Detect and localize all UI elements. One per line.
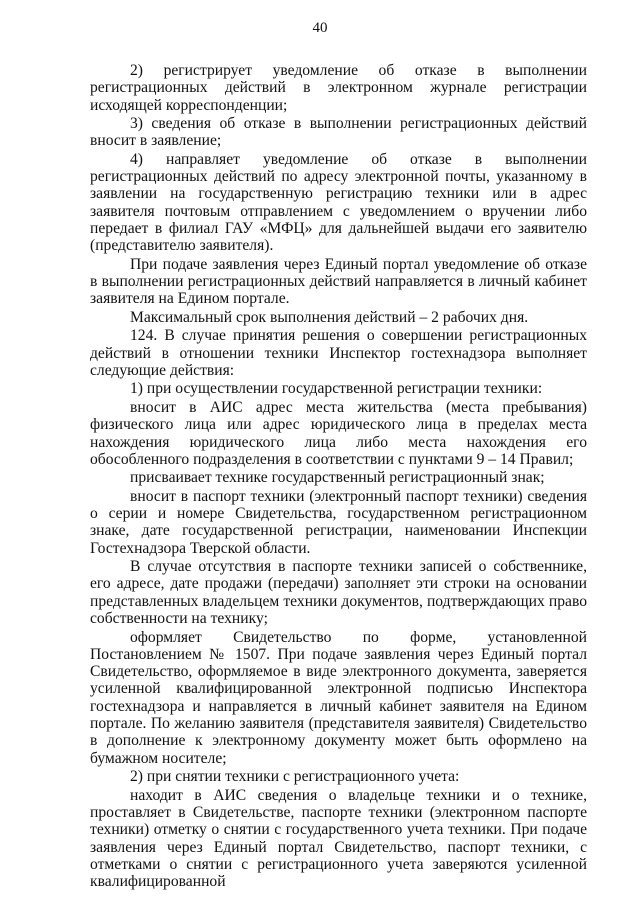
- paragraph: 2) при снятии техники с регистрационного учета:: [130, 768, 460, 786]
- paragraph: присваивает технике государственный регистрационный знак;: [130, 469, 545, 487]
- paragraph: находит в АИС сведения о владельце техники и о технике, проставляет в Свидетельстве, паспорте техники (электронном паспорте техники) отметку о снятии с государственного учета техники. При подаче заявления через Единый портал Свидетельство, паспорт техники, с отметками о снятии с регистрационного учета заверяются усиленной квалифицированной: [90, 786, 587, 891]
- paragraph: вносит в АИС адрес места жительства (места пребывания) физического лица или адрес юридического лица в пределах места нахождения юридического лица либо места нахождения его обособленного подразделения в соответствии с пунктами 9 – 14 Правил;: [90, 398, 587, 468]
- paragraph: 1) при осуществлении государственной регистрации техники:: [130, 380, 543, 398]
- paragraph: 124. В случае принятия решения о совершении регистрационных действий в отношении техники Инспектор гостехнадзора выполняет следующие действия:: [90, 327, 587, 379]
- paragraph: Максимальный срок выполнения действий – 2 рабочих дня.: [130, 308, 529, 326]
- paragraph: вносит в паспорт техники (электронный паспорт техники) сведения о серии и номере Свидетельства, государственном регистрационном знаке, дате государственной регистрации, наименовании Инспекции Гостехнадзора Тверской области.: [90, 487, 587, 557]
- paragraph: 3) сведения об отказе в выполнении регистрационных действий вносит в заявление;: [90, 115, 587, 150]
- paragraph: оформляет Свидетельство по форме, установленной Постановлением № 1507. При подаче заявления через Единый портал Свидетельство, оформляемое в виде электронного документа, заверяется усиленной квалифицированной электронной подписью Инспектора гостехнадзора и направляется в личный кабинет заявителя на Едином портале. По желанию заявителя (представителя заявителя) Свидетельство в дополнение к электронному документу может быть оформлено на бумажном носителе;: [90, 628, 587, 767]
- page-number: 40: [312, 20, 328, 36]
- paragraph: При подаче заявления через Единый портал уведомление об отказе в выполнении регистрационных действий направляется в личный кабинет заявителя на Едином портале.: [90, 255, 587, 308]
- paragraph: В случае отсутствия в паспорте техники записей о собственнике, его адресе, дате продажи (передачи) заполняет эти строки на основании представленных владельцем техники документов, подтверждающих право собственности на технику;: [90, 558, 587, 628]
- paragraph: 4) направляет уведомление об отказе в выполнении регистрационных действий по адресу электронной почты, указанному в заявлении на государственную регистрацию техники или в адрес заявителя почтовым отправлением с уведомлением о вручении либо передает в филиал ГАУ «МФЦ» для дальнейшей выдачи его заявителю (представителю заявителя).: [90, 150, 587, 255]
- document-body: [90, 62, 587, 892]
- paragraph: 2) регистрирует уведомление об отказе в выполнении регистрационных действий в электронном журнале регистрации исходящей корреспонденции;: [90, 62, 587, 114]
